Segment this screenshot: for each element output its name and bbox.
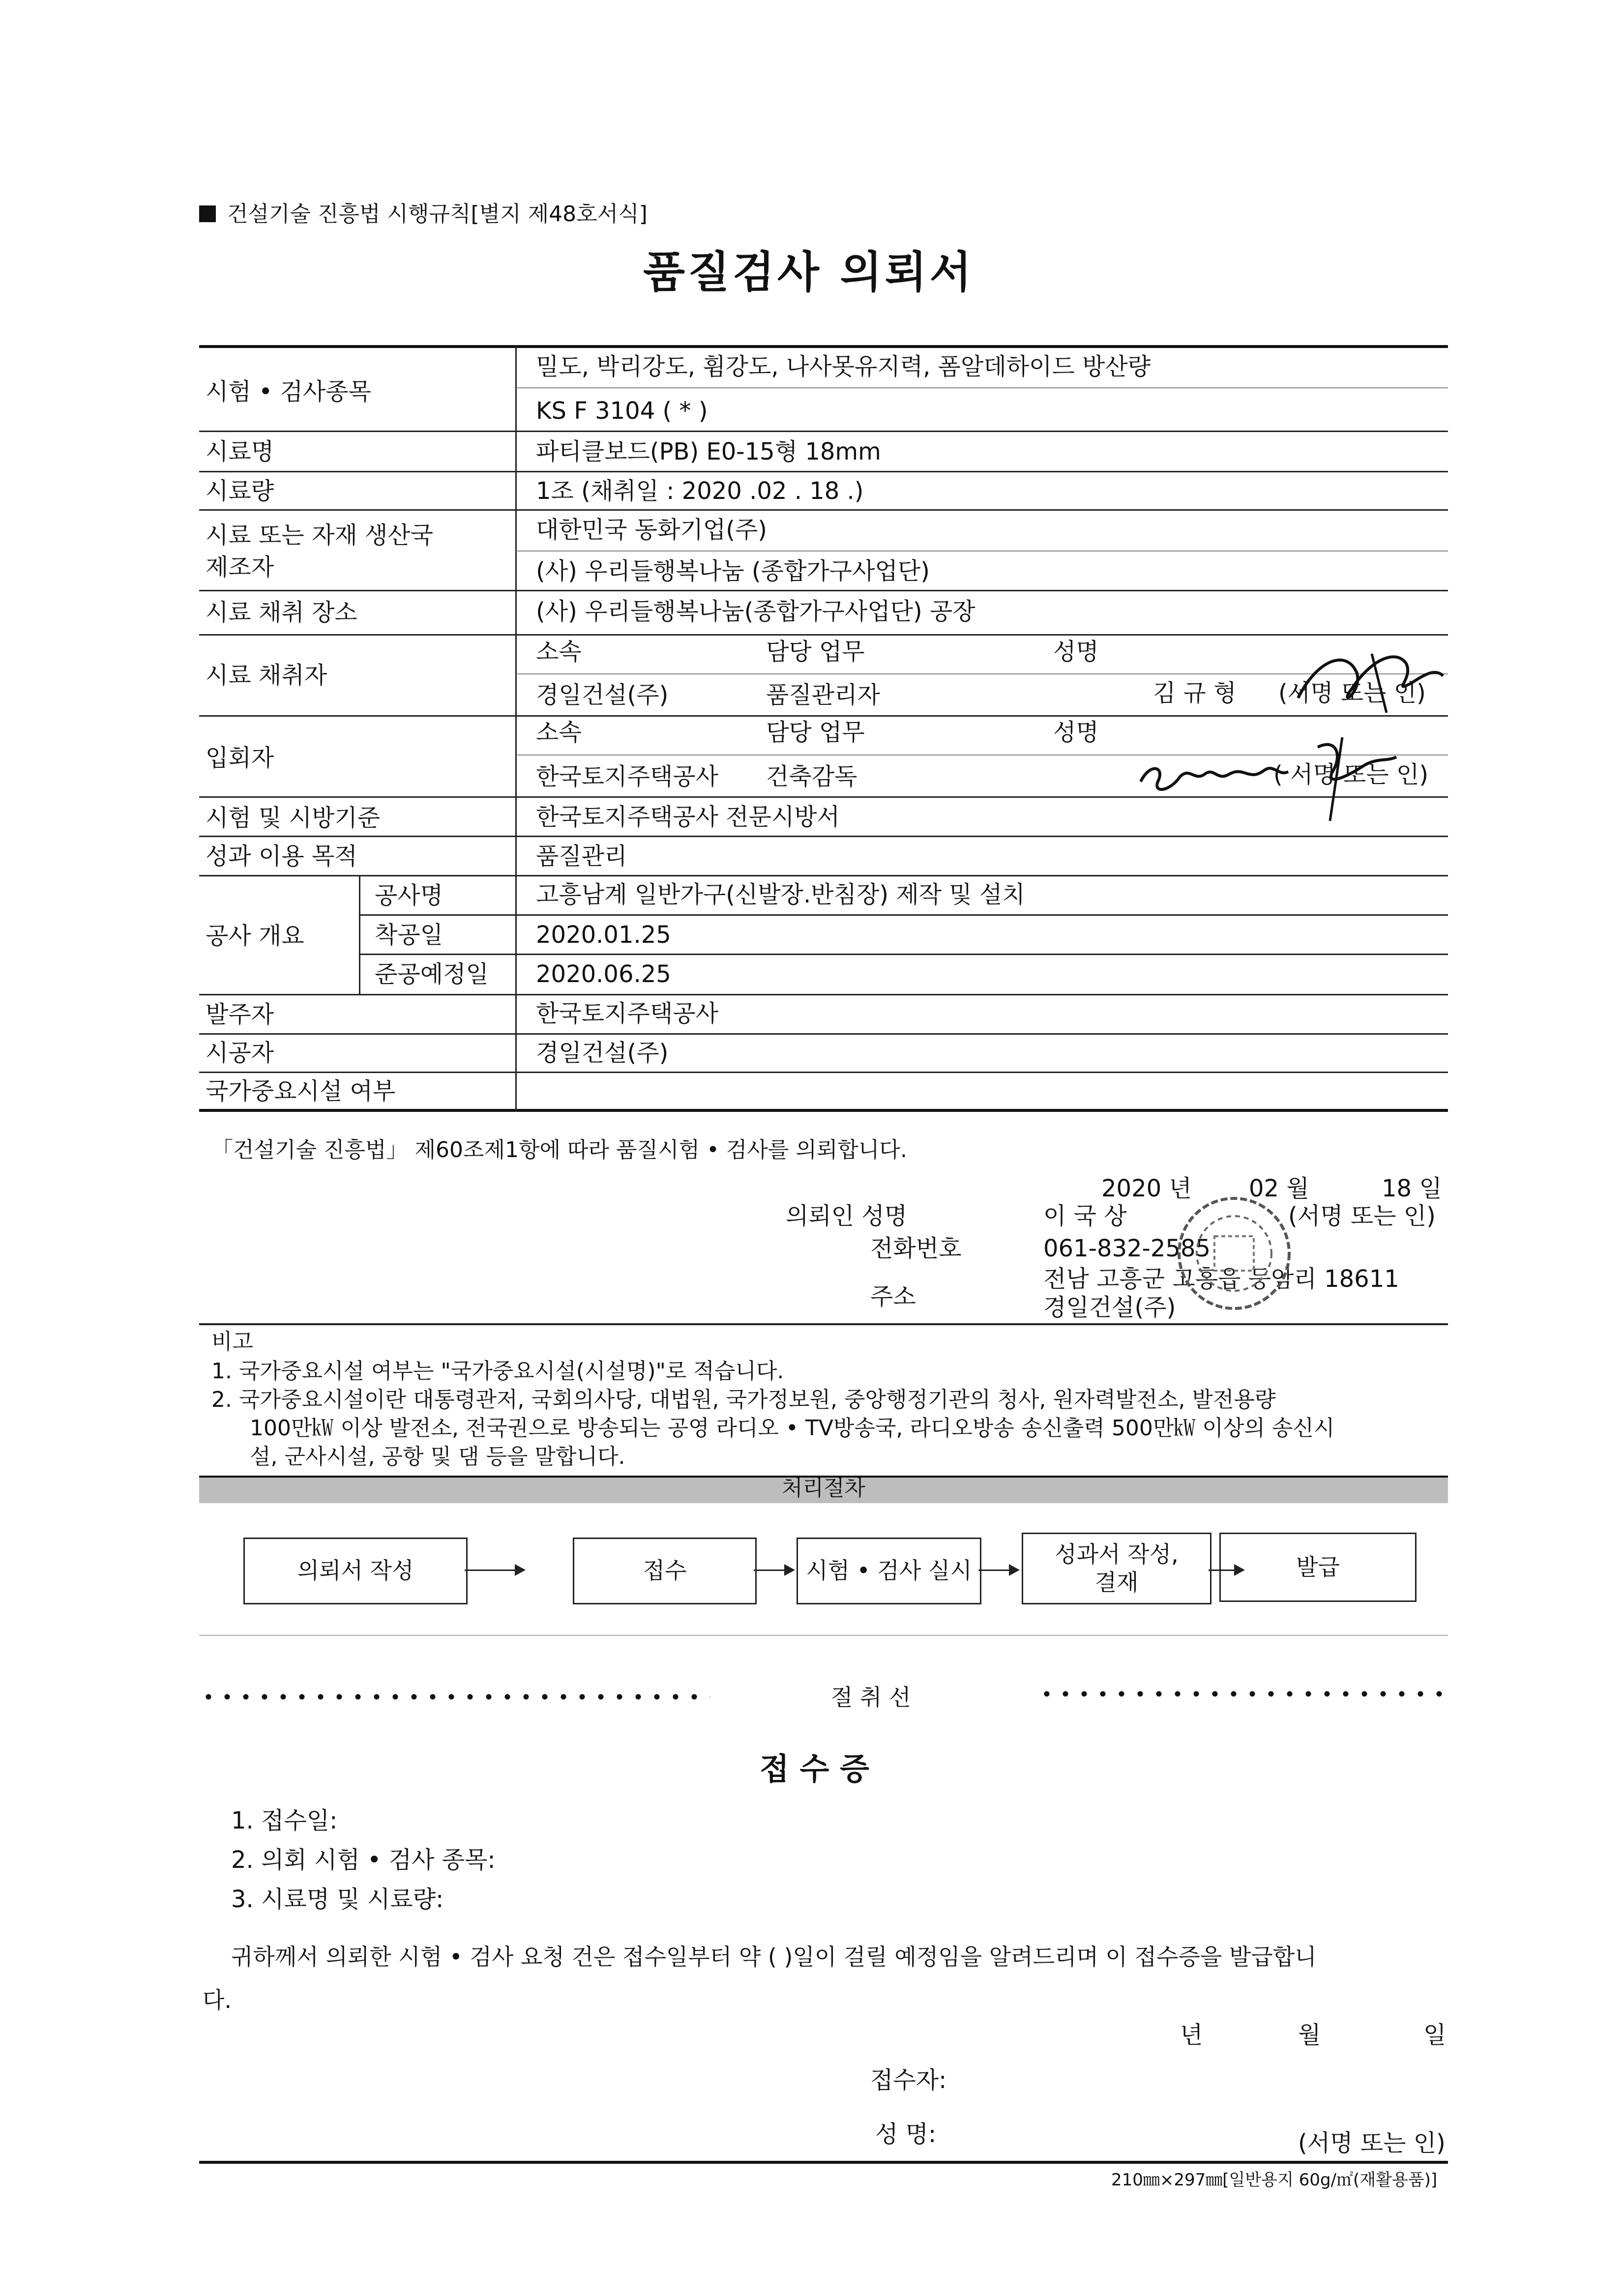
sampler-sign-or-seal: (서명 또는 인) [1278,679,1426,707]
note-2-line1: 2. 국가중요시설이란 대통령관저, 국회의사당, 대법원, 국가정보원, 중앙행정기관의 청사, 원자력발전소, 발전용량 [211,1387,1276,1412]
witness-signature [1131,727,1446,826]
sampling-place-label: 시료 채취 장소 [206,599,357,626]
cut-line-right [1037,1691,1450,1697]
process-bar-label: 처리절차 [782,1476,866,1501]
request-year: 2020 년 [1101,1175,1192,1202]
sampler-signature [1288,639,1450,723]
witness-col-name: 성명 [1053,719,1099,746]
request-statement: 「건설기술 진흥법」 제60조제1항에 따라 품질시험 • 검사를 의뢰합니다. [211,1137,907,1163]
project-name-label: 공사명 [375,882,443,909]
sampler-affiliation: 경일건설(주) [536,681,669,709]
test-items-value: 밀도, 박리강도, 휨강도, 나사못유지력, 폼알데하이드 방산량 [536,353,1151,380]
purpose-label: 성과 이용 목적 [206,843,357,870]
row-divider [517,551,1448,552]
row-divider [199,1033,1448,1035]
row-divider [199,634,1448,636]
sample-name-label: 시료명 [206,438,274,465]
sample-qty-value: 1조 (채취일 : 2020 .02 . 18 .) [536,477,864,505]
receipt-day: 일 [1423,2021,1447,2049]
row-divider [199,836,1448,837]
receipt-sign-or-seal: (서명 또는 인) [1298,2129,1446,2157]
witness-col-affiliation: 소속 [536,719,582,746]
requester-label: 의뢰인 성명 [786,1202,908,1230]
receipt-title: 접 수 증 [760,1751,869,1787]
sampler-duty: 품질관리자 [766,681,880,709]
step-report-line2: 결재 [1094,1569,1139,1596]
address-line2: 경일건설(주) [1043,1294,1176,1321]
row-divider [199,471,1448,472]
request-day: 18 일 [1382,1175,1442,1202]
overview-sub-divider [359,875,360,994]
sampler-col-name: 성명 [1053,638,1099,666]
phone-label: 전화번호 [870,1235,962,1262]
row-divider [199,590,1448,591]
receipt-item-date: 1. 접수일: [231,1807,338,1834]
client-value: 한국토지주택공사 [536,1000,718,1027]
flow-arrow [754,1569,793,1571]
note-1: 1. 국가중요시설 여부는 "국가중요시설(시설명)"로 적습니다. [211,1359,784,1384]
start-date-value: 2020.01.25 [536,921,671,949]
receipt-notice-line1: 귀하께서 의뢰한 시험 • 검사 요청 건은 접수일부터 약 ( )일이 걸릴 예정임을 알려드리며 이 접수증을 발급합니 [231,1944,1317,1970]
step-issue: 발급 [1219,1533,1417,1602]
start-date-label: 착공일 [375,921,443,949]
page-title: 품질검사 의뢰서 [643,247,974,297]
table-top-border [199,345,1448,348]
phone-value: 061-832-2585 [1043,1235,1211,1262]
requester-name: 이 국 상 [1043,1202,1127,1230]
producer-label-line2: 제조자 [206,553,274,581]
process-bottom-border [199,1635,1448,1636]
row-divider [199,431,1448,432]
receipt-month: 월 [1298,2021,1321,2049]
witness-label: 입회자 [206,744,274,772]
sampler-col-duty: 담당 업무 [766,638,865,666]
sampler-name: 김 규 형 [1153,679,1237,707]
flow-arrow [978,1569,1018,1571]
note-2-line3: 설, 군사시설, 공항 및 댐 등을 말합니다. [250,1444,625,1469]
row-divider [199,875,1448,876]
method-label: 시험 및 시방기준 [206,804,381,832]
notes-title: 비고 [211,1329,254,1354]
address-label: 주소 [870,1283,916,1310]
receipt-year: 년 [1180,2021,1203,2049]
requester-seal [1170,1190,1298,1317]
witness-duty: 건축감독 [766,763,857,790]
form-ref-marker [199,205,216,222]
row-divider [199,1072,1448,1073]
requester-sign-or-seal: (서명 또는 인) [1288,1202,1436,1230]
method-value: 한국토지주택공사 전문시방서 [536,803,840,831]
producer-maker: (사) 우리들행복나눔 (종합가구사업단) [536,557,930,585]
receipt-bottom-border [199,2161,1448,2164]
step-report-line1: 성과서 작성, [1055,1540,1179,1568]
client-label: 발주자 [206,1001,274,1028]
national-facility-label: 국가중요시설 여부 [206,1077,396,1105]
cut-line-left [199,1694,710,1700]
sample-name-value: 파티클보드(PB) E0-15형 18mm [536,438,881,465]
witness-sign-or-seal: ( 서명 또는 인) [1273,761,1429,788]
producer-country: 대한민국 동화기업(주) [536,516,768,544]
paper-spec: 210㎜×297㎜[일반용지 60g/㎡(재활용품)] [1111,2170,1438,2190]
receipt-item-tests: 2. 의회 시험 • 검사 종목: [231,1846,496,1874]
overview-label: 공사 개요 [206,922,304,950]
note-2-line2: 100만㎾ 이상 발전소, 전국권으로 방송되는 공영 라디오 • TV방송국, 라디오방송 송신출력 500만㎾ 이상의 송신시 [250,1416,1335,1441]
receipt-notice-line2: 다. [203,1987,232,2013]
flow-arrow [465,1569,524,1571]
table-bottom-border [199,1109,1448,1112]
sampler-col-affiliation: 소속 [536,638,582,666]
witness-col-duty: 담당 업무 [766,719,865,746]
producer-label-line1: 시료 또는 자재 생산국 [206,522,434,549]
row-divider [199,715,1448,717]
end-date-label: 준공예정일 [375,960,489,988]
receiver-name-label: 성 명: [875,2121,937,2148]
step-report-approval [1022,1533,1211,1604]
test-standard-value: KS F 3104 ( * ) [536,397,708,425]
contractor-label: 시공자 [206,1039,274,1067]
receipt-item-sample: 3. 시료명 및 시료량: [231,1886,444,1913]
row-divider [199,509,1448,511]
purpose-value: 품질관리 [536,843,627,870]
sample-qty-label: 시료량 [206,477,274,505]
form-reference: 건설기술 진흥법 시행규칙[별지 제48호서식] [227,202,648,227]
contractor-value: 경일건설(주) [536,1039,669,1067]
step-test-inspection: 시험 • 검사 실시 [797,1538,981,1604]
test-items-label: 시험 • 검사종목 [206,378,372,406]
label-column-divider [515,345,517,1112]
project-name-value: 고흥남계 일반가구(신발장.반침장) 제작 및 설치 [536,881,1025,908]
row-divider [359,914,1448,916]
sampling-place-value: (사) 우리들행복나눔(종합가구사업단) 공장 [536,598,975,625]
end-date-value: 2020.06.25 [536,960,671,988]
row-divider [517,387,1448,388]
witness-affiliation: 한국토지주택공사 [536,763,718,790]
row-divider [359,954,1448,955]
receiver-label: 접수자: [870,2066,947,2094]
cut-line-label: 절 취 선 [831,1684,911,1711]
sampler-label: 시료 채취자 [206,662,327,689]
step-receive: 접수 [573,1538,757,1604]
request-month: 02 월 [1249,1175,1309,1202]
row-divider [199,994,1448,995]
address-line1: 전남 고흥군 고흥읍 등암리 18611 [1043,1265,1399,1293]
step-write-request: 의뢰서 작성 [243,1538,468,1604]
notes-top-border [199,1323,1448,1325]
